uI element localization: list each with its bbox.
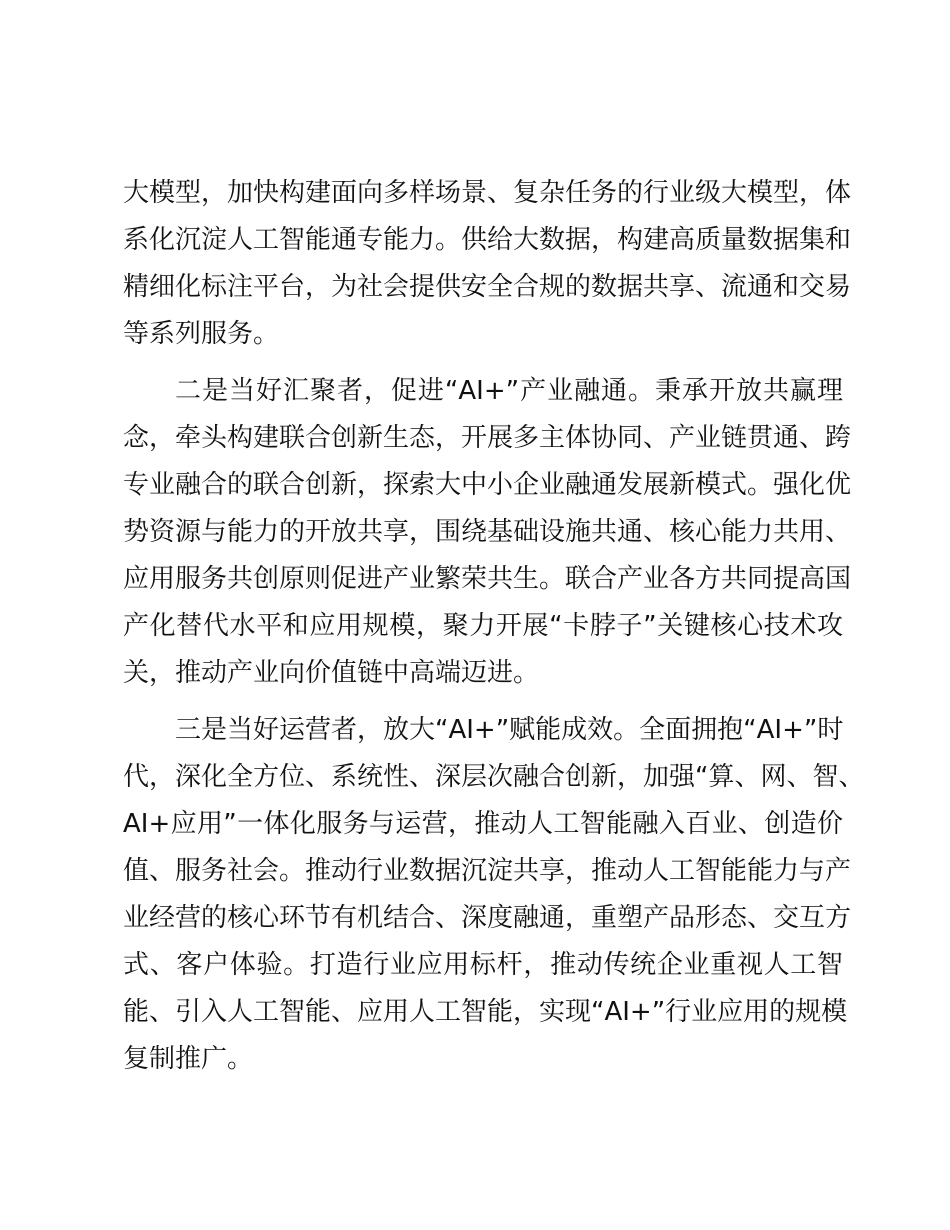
text-line: 复制推广。	[123, 1044, 254, 1074]
paragraph-2	[123, 368, 852, 697]
paragraph-1	[123, 170, 852, 358]
text-line: 三是当好运营者，放大“AI+”赋能成效。全面拥抱“AI+”时	[175, 715, 844, 745]
text-line: 大模型，加快构建面向多样场景、复杂任务的行业级大模型，体	[123, 178, 852, 208]
document-body	[123, 170, 865, 1093]
text-line: 产化替代水平和应用规模，聚力开展“卡脖子”关键核心技术攻	[123, 611, 843, 641]
text-line: 二是当好汇聚者，促进“AI+”产业融通。秉承开放共赢理	[175, 376, 843, 406]
paragraph-3	[123, 707, 865, 1083]
text-line: 应用服务共创原则促进产业繁荣共生。联合产业各方共同提高国	[123, 564, 852, 594]
text-line: 等系列服务。	[123, 319, 280, 349]
text-line: AI+应用”一体化服务与运营，推动人工智能融入百业、创造价	[123, 809, 843, 839]
text-line: 势资源与能力的开放共享，围绕基础设施共通、核心能力共用、	[123, 517, 852, 547]
text-line: 值、服务社会。推动行业数据沉淀共享，推动人工智能能力与产	[123, 856, 852, 886]
text-line: 精细化标注平台，为社会提供安全合规的数据共享、流通和交易	[123, 272, 852, 302]
text-line: 能、引入人工智能、应用人工智能，实现“AI+”行业应用的规模	[123, 997, 848, 1027]
text-line: 式、客户体验。打造行业应用标杆，推动传统企业重视人工智	[123, 950, 843, 980]
text-line: 业经营的核心环节有机结合、深度融通，重塑产品形态、交互方	[123, 903, 852, 933]
text-line: 关，推动产业向价值链中高端迈进。	[123, 658, 540, 688]
text-line: 念，牵头构建联合创新生态，开展多主体协同、产业链贯通、跨	[123, 423, 852, 453]
text-line: 系化沉淀人工智能通专能力。供给大数据，构建高质量数据集和	[123, 225, 852, 255]
text-line: 专业融合的联合创新，探索大中小企业融通发展新模式。强化优	[123, 470, 852, 500]
text-line: 代，深化全方位、系统性、深层次融合创新，加强“算、网、智、	[123, 762, 865, 792]
